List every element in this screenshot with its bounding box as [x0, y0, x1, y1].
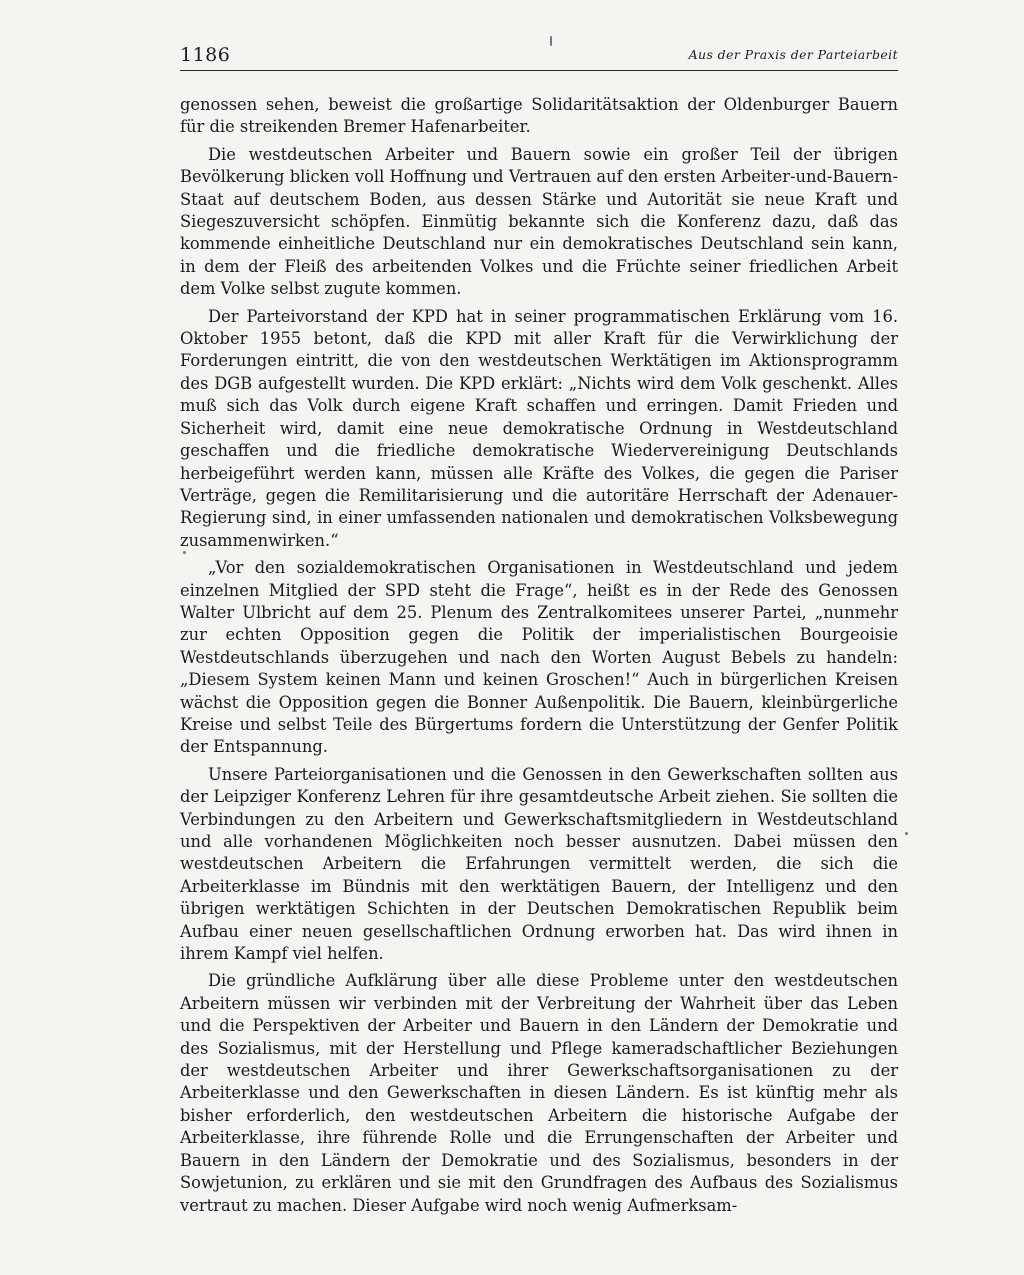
- running-title: Aus der Praxis der Parteiarbeit: [688, 47, 898, 62]
- paragraph: Der Parteivorstand der KPD hat in seiner programmatischen Erklärung vom 16. Oktober 1955 betont, daß die KPD mit aller Kraft für die Verwirklichung der Forderungen eintritt, die von den westdeutschen Werktätigen im Aktionsprogramm des DGB aufgestellt wurden. Die KPD erklärt: „Nichts wird dem Volk geschenkt. Alles muß sich das Volk durch eigene Kraft schaffen und erringen. Damit Frieden und Sicherheit wird, damit eine neue demokratische Ordnung in Westdeutschland geschaffen und die friedliche demokratische Wiedervereinigung Deutschlands herbeigeführt werden kann, müssen alle Kräfte des Volkes, die gegen die Pariser Verträge, gegen die Remilitarisierung und die autoritäre Herrschaft der Adenauer-Regierung sind, in einer umfassenden nationalen und demokratischen Volksbewegung zusammenwirken.“: [180, 306, 898, 550]
- paragraph: Die westdeutschen Arbeiter und Bauern sowie ein großer Teil der übrigen Bevölkerung blicken voll Hoffnung und Vertrauen auf den ersten Arbeiter-und-Bauern-Staat auf deutschem Boden, aus dessen Stärke und Autorität sie neue Kraft und Siegeszuversicht schöpfen. Einmütig bekannte sich die Konferenz dazu, daß das kommende einheitliche Deutschland nur ein demokratisches Deutschland sein kann, in dem der Fleiß des arbeitenden Volkes und die Früchte seiner friedlichen Arbeit dem Volke selbst zugute kommen.: [180, 144, 898, 299]
- page-header: [180, 44, 898, 70]
- header-rule: [180, 70, 898, 71]
- body-text: [180, 94, 898, 1222]
- paragraph: genossen sehen, beweist die großartige Solidaritätsaktion der Oldenburger Bauern für die streikenden Bremer Hafenarbeiter.: [180, 95, 898, 137]
- paragraph: Unsere Parteiorganisationen und die Genossen in den Gewerkschaften sollten aus der Leipziger Konferenz Lehren für ihre gesamtdeutsche Arbeit ziehen. Sie sollten die Verbindungen zu den Arbeitern und Gewerkschaftsmitgliedern in Westdeutschland und alle vorhandenen Möglichkeiten noch besser ausnutzen. Dabei müssen den westdeutschen Arbeitern die Erfahrungen vermittelt werden, die sich die Arbeiterklasse im Bündnis mit den werktätigen Bauern, der Intelligenz und den übrigen werktätigen Schichten in der Deutschen Demokratischen Republik beim Aufbau einer neuen gesellschaftlichen Ordnung erworben hat. Das wird ihnen in ihrem Kampf viel helfen.: [180, 764, 898, 964]
- scan-speck: [905, 832, 908, 835]
- scan-speck: [550, 36, 552, 46]
- page-number: 1186: [180, 44, 231, 66]
- paragraph: „Vor den sozialdemokratischen Organisationen in Westdeutschland und jedem einzelnen Mitglied der SPD steht die Frage“, heißt es in der Rede des Genossen Walter Ulbricht auf dem 25. Plenum des Zentralkomitees unserer Partei, „nunmehr zur echten Opposition gegen die Politik der imperialistischen Bourgeoisie Westdeutschlands überzugehen und nach den Worten August Bebels zu handeln: „Diesem System keinen Mann und keinen Groschen!“ Auch in bürgerlichen Kreisen wächst die Opposition gegen die Bonner Außenpolitik. Die Bauern, kleinbürgerliche Kreise und selbst Teile des Bürgertums fordern die Unterstützung der Genfer Politik der Entspannung.: [180, 558, 898, 757]
- paragraph: Die gründliche Aufklärung über alle diese Probleme unter den westdeutschen Arbeitern müssen wir verbinden mit der Verbreitung der Wahrheit über das Leben und die Perspektiven der Arbeiter und Bauern in den Ländern der Demokratie und des Sozialismus, mit der Herstellung und Pflege kameradschaftlicher Beziehungen der westdeutschen Arbeiter und ihrer Gewerkschaftsorganisationen zu der Arbeiterklasse und den Gewerkschaften in diesen Ländern. Es ist künftig mehr als bisher erforderlich, den westdeutschen Arbeitern die historische Aufgabe der Arbeiterklasse, ihre führende Rolle und die Errungenschaften der Arbeiter und Bauern in den Ländern der Demokratie und des Sozialismus, besonders in der Sowjetunion, zu erklären und sie mit den Grundfragen des Aufbaus des Sozialismus vertraut zu machen. Dieser Aufgabe wird noch wenig Aufmerksam-: [180, 971, 898, 1215]
